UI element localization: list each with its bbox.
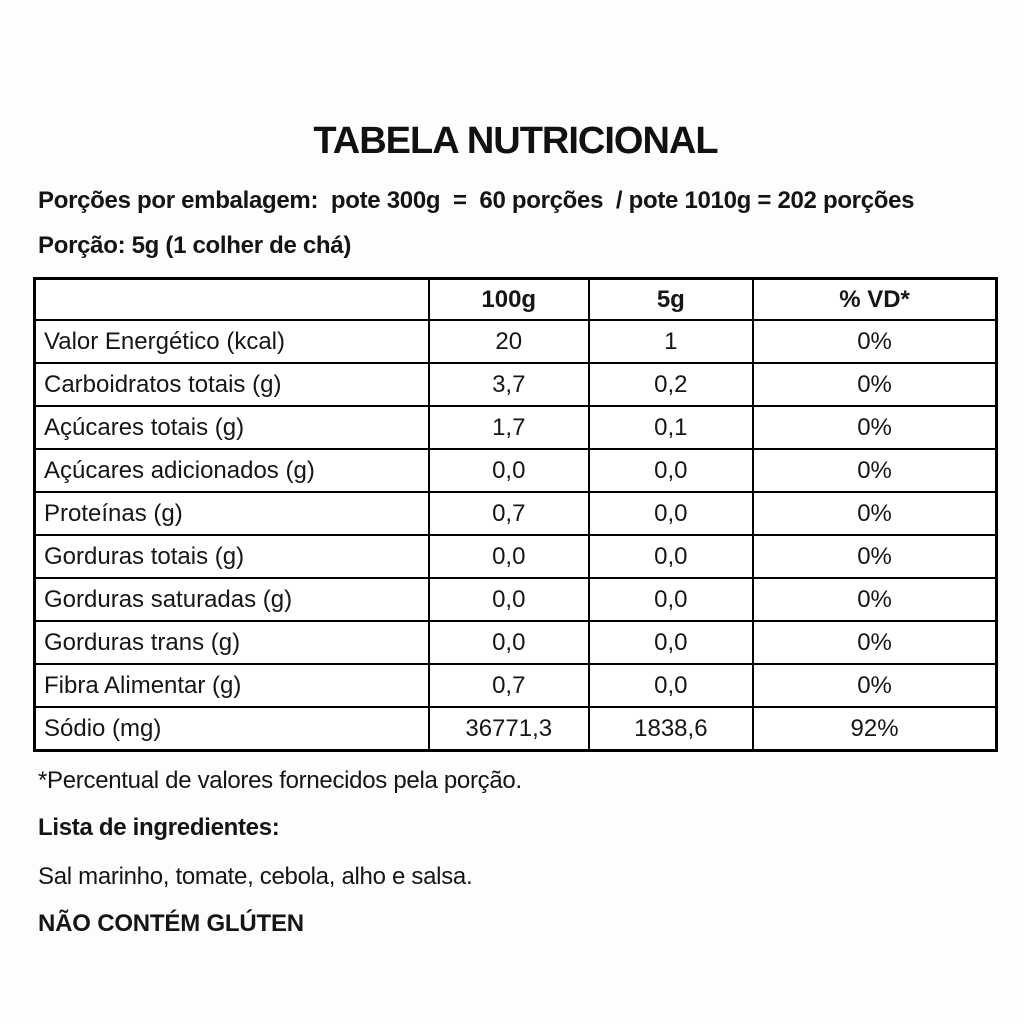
row-label: Fibra Alimentar (g): [35, 664, 429, 707]
header-percent-vd: % VD*: [753, 279, 996, 321]
table-row: [35, 363, 997, 406]
table-row: [35, 492, 997, 535]
value-vd: 0%: [753, 664, 996, 707]
row-label: Sódio (mg): [35, 707, 429, 751]
value-5g: 0,0: [589, 664, 754, 707]
table-row: [35, 664, 997, 707]
servings-per-package-line: Porções por embalagem: pote 300g = 60 porções / pote 1010g = 202 porções: [38, 187, 915, 214]
value-100g: 0,7: [429, 664, 589, 707]
table-row: [35, 621, 997, 664]
value-vd: 0%: [753, 320, 996, 363]
header-5g: 5g: [589, 279, 754, 321]
table-row: [35, 406, 997, 449]
gluten-free-notice: NÃO CONTÉM GLÚTEN: [38, 910, 304, 937]
table-row: [35, 707, 997, 751]
row-label: Açúcares adicionados (g): [35, 449, 429, 492]
header-100g: 100g: [429, 279, 589, 321]
value-100g: 0,0: [429, 578, 589, 621]
value-100g: 0,0: [429, 621, 589, 664]
row-label: Valor Energético (kcal): [35, 320, 429, 363]
table-row: [35, 449, 997, 492]
ingredients-heading: Lista de ingredientes:: [38, 814, 280, 841]
value-5g: 0,2: [589, 363, 754, 406]
value-100g: 0,0: [429, 449, 589, 492]
value-vd: 0%: [753, 406, 996, 449]
value-100g: 20: [429, 320, 589, 363]
table-row: [35, 535, 997, 578]
table-row: [35, 578, 997, 621]
value-vd: 0%: [753, 621, 996, 664]
value-5g: 1: [589, 320, 754, 363]
value-5g: 0,0: [589, 621, 754, 664]
ingredients-text: Sal marinho, tomate, cebola, alho e salsa.: [38, 863, 473, 890]
table-header-row: [35, 279, 997, 321]
value-100g: 36771,3: [429, 707, 589, 751]
portion-size-line: Porção: 5g (1 colher de chá): [38, 232, 352, 259]
row-label: Gorduras totais (g): [35, 535, 429, 578]
header-nutrient: [35, 279, 429, 321]
daily-value-footnote: *Percentual de valores fornecidos pela porção.: [38, 767, 522, 794]
value-5g: 1838,6: [589, 707, 754, 751]
row-label: Carboidratos totais (g): [35, 363, 429, 406]
row-label: Açúcares totais (g): [35, 406, 429, 449]
row-label: Gorduras trans (g): [35, 621, 429, 664]
value-vd: 0%: [753, 535, 996, 578]
table-row: [35, 320, 997, 363]
row-label: Gorduras saturadas (g): [35, 578, 429, 621]
value-5g: 0,0: [589, 578, 754, 621]
value-vd: 0%: [753, 449, 996, 492]
value-5g: 0,0: [589, 492, 754, 535]
value-vd: 0%: [753, 492, 996, 535]
value-100g: 1,7: [429, 406, 589, 449]
value-100g: 0,7: [429, 492, 589, 535]
page-title: TABELA NUTRICIONAL: [313, 120, 718, 162]
row-label: Proteínas (g): [35, 492, 429, 535]
value-vd: 0%: [753, 363, 996, 406]
nutrition-table: [33, 277, 998, 752]
value-100g: 0,0: [429, 535, 589, 578]
value-vd: 0%: [753, 578, 996, 621]
value-5g: 0,1: [589, 406, 754, 449]
value-5g: 0,0: [589, 535, 754, 578]
value-100g: 3,7: [429, 363, 589, 406]
value-vd: 92%: [753, 707, 996, 751]
value-5g: 0,0: [589, 449, 754, 492]
